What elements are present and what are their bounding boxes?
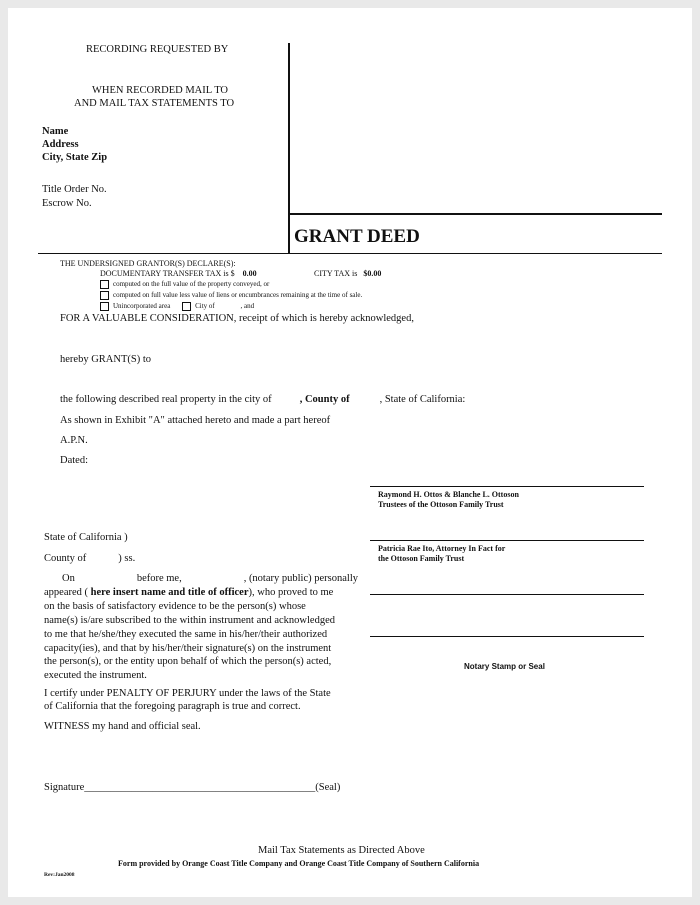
header-bottom-rule xyxy=(38,253,662,254)
header-vertical-rule xyxy=(288,43,290,253)
consideration-text: FOR A VALUABLE CONSIDERATION, receipt of which is hereby acknowledged, xyxy=(60,313,414,324)
seal-label: (Seal) xyxy=(315,782,341,793)
option-less-liens-label: computed on full value less value of liens or encumbrances remaining at the time of sale. xyxy=(113,291,363,300)
city-state-zip-label: City, State Zip xyxy=(42,152,108,163)
grant-text: hereby GRANT(S) to xyxy=(60,354,151,365)
dated-label: Dated: xyxy=(60,455,88,466)
doc-tax-label: DOCUMENTARY TRANSFER TAX is $ xyxy=(100,269,235,278)
notary-stamp-label: Notary Stamp or Seal xyxy=(464,662,545,671)
notary-line-6: capacity(ies), and that by his/her/their signature(s) on the instrument xyxy=(44,642,332,654)
less-liens-checkbox[interactable] xyxy=(100,291,109,300)
state-of-california: State of California ) xyxy=(44,532,128,543)
doc-tax-value: 0.00 xyxy=(242,269,257,278)
notary-public: , (notary public) personally xyxy=(243,573,358,584)
mail-tax-statement: Mail Tax Statements as Directed Above xyxy=(258,845,425,856)
grant-deed-page xyxy=(8,8,692,897)
property-state-label: , State of California: xyxy=(379,394,466,405)
full-value-checkbox[interactable] xyxy=(100,280,109,289)
city-of-checkbox[interactable] xyxy=(182,302,191,311)
document-title: GRANT DEED xyxy=(294,226,420,247)
signer2-name: Patricia Rae Ito, Attorney In Fact for xyxy=(378,544,506,553)
property-county-label: , County of xyxy=(299,394,350,405)
notary-line-3: on the basis of satisfactory evidence to be the person(s) whose xyxy=(44,600,306,612)
escrow-label: Escrow No. xyxy=(42,198,92,209)
notary-line-1 xyxy=(44,572,358,586)
signer2-title: the Ottoson Family Trust xyxy=(378,554,465,563)
notary-appeared: appeared ( xyxy=(44,586,89,598)
address-label: Address xyxy=(42,139,79,150)
header-right-top-rule xyxy=(288,213,662,215)
witness-line: WITNESS my hand and official seal. xyxy=(44,721,201,732)
declare-line: THE UNDERSIGNED GRANTOR(S) DECLARE(S): xyxy=(60,259,236,268)
signature-line[interactable]: ____________________________________________ xyxy=(84,782,316,793)
property-city-label: the following described real property in the city of xyxy=(60,394,272,405)
notary-line-2 xyxy=(44,586,358,600)
unincorporated-checkbox[interactable] xyxy=(100,302,109,311)
city-tax-value: $0.00 xyxy=(363,269,382,278)
notary-line-7: the person(s), or the entity upon behalf of which the person(s) acted, xyxy=(44,656,332,668)
exhibit-text: As shown in Exhibit "A" attached hereto and made a part hereof xyxy=(60,415,331,426)
signer1-title: Trustees of the Ottoson Family Trust xyxy=(378,500,504,509)
title-order-label: Title Order No. xyxy=(42,184,107,195)
name-label: Name xyxy=(42,126,69,137)
signature-row xyxy=(44,782,340,793)
county-of-label: County of xyxy=(44,553,87,564)
form-provided-by: Form provided by Orange Coast Title Company and Orange Coast Title Company of Southern California xyxy=(118,859,480,868)
county-of xyxy=(44,553,135,564)
option-full-value xyxy=(100,280,269,289)
recording-requested-by: RECORDING REQUESTED BY xyxy=(86,44,229,55)
doc-transfer-tax xyxy=(100,269,257,278)
notary-who: ), who proved to me xyxy=(248,586,334,598)
when-recorded-line2: AND MAIL TAX STATEMENTS TO xyxy=(74,98,235,109)
option-full-value-label: computed on the full value of the property conveyed, or xyxy=(113,280,270,289)
signature-label: Signature xyxy=(44,782,85,793)
blank-signature-line-2 xyxy=(370,636,644,637)
city-tax xyxy=(314,269,381,278)
option-area xyxy=(100,302,254,311)
notary-acknowledgment xyxy=(44,572,358,683)
signer1-name: Raymond H. Ottos & Blanche L. Ottoson xyxy=(378,490,519,499)
notary-line-4: name(s) is/are subscribed to the within instrument and acknowledged xyxy=(44,614,336,626)
notary-line-8: executed the instrument. xyxy=(44,670,147,682)
notary-insert-officer: here insert name and title of officer xyxy=(88,586,249,598)
blank-signature-line-1 xyxy=(370,594,644,595)
city-tax-label: CITY TAX is xyxy=(314,269,358,278)
apn-label: A.P.N. xyxy=(60,435,88,446)
when-recorded-line1: WHEN RECORDED MAIL TO xyxy=(92,85,229,96)
notary-before: before me, xyxy=(136,573,182,584)
property-description xyxy=(60,394,465,405)
city-of-label: City of xyxy=(195,302,215,311)
signer2-line xyxy=(370,540,644,541)
certify-line-1: I certify under PENALTY OF PERJURY under the laws of the State xyxy=(44,688,331,699)
revision-label: Rev:Jan2008 xyxy=(44,872,75,878)
notary-on: On xyxy=(62,573,75,584)
unincorporated-label: Unincorporated area xyxy=(113,302,171,311)
option-less-liens xyxy=(100,291,362,300)
signer1-line xyxy=(370,486,644,487)
notary-line-5: to me that he/she/they executed the same in his/her/their authorized xyxy=(44,628,328,640)
and-label: , and xyxy=(240,302,255,311)
county-ss-label: ) ss. xyxy=(118,553,136,564)
certify-line-2: of California that the foregoing paragraph is true and correct. xyxy=(44,701,301,712)
